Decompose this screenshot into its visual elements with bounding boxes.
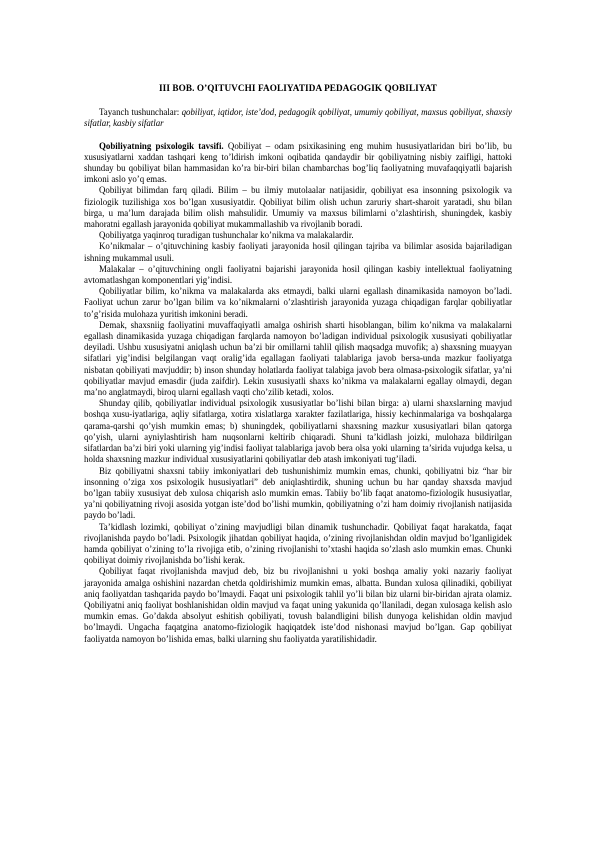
- paragraph: Shunday qilib, qobiliyatlar individual psixologik xususiyatlar bo’lishi bilan birga: a) ularni shaxslarning mavjud boshqa xusu-iyatlariga, aqliy sifatlarga, xotira xislatlarga xarakter fazilatlariga, hissiy kechinmalariga va boshqalarga qarama-qarshi qo’yish mumkin emas; b) shuningdek, qobiliyatlarni shaxsning mazkur xususiyatlari bilan qatorga qo’yish, ularni ayniylashtirish ham nuqsonlarni keltirib chiqaradi. Shuni ta’kidlash joizki, mulohaza bildirilgan sifatlardan ba’zi biri yoki ularning yig’indisi faoliyat talablariga javob bera olsa yoki ularning ta’sirida vujudga kelsa, u holda shaxsning mazkur individual xususiyatlarini qobiliyatlar deb atash imkoniyati tug’iladi.: [84, 398, 512, 465]
- paragraph-lead: Qobiliyatning psixologik tavsifi.: [99, 140, 224, 151]
- paragraph: Qobiliyat faqat rivojlanishda mavjud deb, biz bu rivojlanishni u yoki boshqa amaliy yoki nazariy faoliyat jarayonida amalga oshishini nazardan chetda qoldirishimiz mumkin emas, albatta. Bundan xulosa qilinadiki, qobiliyat aniq faoliyatdan tashqarida paydo bo’lmaydi. Faqat uni psixologik tahlil yo’li bilan biz ularni bir-biridan ajrata olamiz. Qobiliyatni aniq faoliyat boshlanishidan oldin mavjud va faqat uning yakunida qo’llaniladi, degan xulosaga kelish aslo mumkin emas. Go’dakda absolyut eshitish qobiliyati, tovush balandligini bilish dunyoga kelishidan oldin mavjud bo’lmaydi. Ungacha faqatgina anatomo-fiziologik haqiqatdek iste’dod nishonasi mavjud bo’lgan. Gap qobiliyat faoliyatda namoyon bo’lishida emas, balki ularning shu faoliyatda yaratilishidadir.: [84, 566, 512, 644]
- paragraph: Biz qobiliyatni shaxsni tabiiy imkoniyatlari deb tushunishimiz mumkin emas, chunki, qobiliyatni biz “har bir insonning o’ziga xos psixologik hususiyatlari” deb aniqlashtirdik, shuning uchun bu har qanday shaxsda mavjud bo’lgan tabiiy xususiyat deb xulosa chiqarish aslo mumkin emas. Tabiiy bo’lib faqat anatomo-fiziologik hususiyatlar, ya’ni qobiliyatning rivoji asosida yotgan iste’dod bo’lishi mumkin, qobiliyatning o’zi ham doimiy rivojlanish natijasida paydo bo’ladi.: [84, 465, 512, 521]
- paragraph: Ta’kidlash lozimki, qobiliyat o’zining mavjudligi bilan dinamik tushunchadir. Qobiliyat faqat harakatda, faqat rivojlanishda paydo bo’ladi. Psixologik jihatdan qobiliyat haqida, o’zining rivojlanishdan oldin mavjud bo’lganligidek hamda qobiliyat o’zining to’la rivojiga etib, o’zining rivojlanishi to’xtashi haqida so’zlash aslo mumkin emas. Chunki qobiliyat doimiy rivojlanishda bo’lishi kerak.: [84, 521, 512, 566]
- paragraph: Qobiliyatga yaqinroq turadigan tushunchalar ko’nikma va malakalardir.: [99, 230, 354, 241]
- paragraph: Qobiliyatlar bilim, ko’nikma va malakalarda aks etmaydi, balki ularni egallash dinamikasida namoyon bo’ladi. Faoliyat uchun zarur bo’lgan bilim va ko’nikmalarni o’zlashtirish jarayonida yuzaga chiqadigan farqlar qobiliyatlar to’g’risida mulohaza yuritish imkonini beradi.: [84, 286, 512, 319]
- keywords-line: [84, 107, 512, 129]
- paragraph: Malakalar – o’qituvchining ongli faoliyatni bajarishi jarayonida hosil qilingan kasbiy intellektual faoliyatning avtomatlashgan komponentlari yig’indisi.: [84, 263, 512, 286]
- keywords-label: Tayanch tushunchalar:: [99, 107, 180, 118]
- paragraph: Demak, shaxsniig faoliyatini muvaffaqiyatli amalga oshirish sharti hisoblangan, bilim ko’nikma va malakalarni egallash dinamikasida yuzaga chiqadigan farqlarda namoyon bo’ladigan individual psixologik xususiyati qobiliyatlar deyiladi. Ushbu xususiyatni aniqlash uchun ba’zi bir omillarni tahlil qilish maqsadga muvofik; a) shaxsning muayyan sifatlari yig’indisi belgilangan vaqt oralig’ida egallagan faoliyati talablariga javob bersa-unda mazkur faoliyatga nisbatan qobiliyati mavjuddir; b) inson shunday holatlarda faoliyat talabiga javob bera olmasa-psixologik sifatlar, ya’ni qobiliyatlar mavjud emasdir (juda zaifdir). Lekin xususiyatli shaxs ko’nikma va malakalarni egallay olmaydi, degan ma’no anglatmaydi, biroq ularni egallash vaqti cho’zilib ketadi, xolos.: [84, 319, 512, 398]
- paragraph-text: Qobiliyat – odam psixikasining eng muhim hususiyatlaridan biri bo’lib, bu xususiyatlarni xaddan tashqari keng to’ldirish imkoni oqibatida qandaydir bir qobiliyatning nisbiy zaifligi, hattoki shunday bu qobiliyat bilan hammasidan ko’ra bir-biri bilan chambarchas bog’liq faoliyatning muvafaqqiyatli bajarish imkoni aslo yo’q emas.: [84, 140, 512, 185]
- keywords-list: qobiliyat, iqtidor, iste’dod, pedagogik qobiliyat, umumiy qobiliyat, maxsus qobiliyat, shaxsiy sifatlar, kasbiy sifatlar: [84, 107, 512, 129]
- document-page: [84, 83, 512, 645]
- chapter-title: III BOB. O’QITUVCHI FAOLIYATIDA PEDAGOGIK QOBILIYAT: [158, 83, 438, 93]
- paragraph: [84, 141, 512, 186]
- paragraph: Qobiliyat bilimdan farq qiladi. Bilim – bu ilmiy mutolaalar natijasidir, qobiliyat esa insonning psixologik va fiziologik tuzilishiga xos bo’lgan xususiyatdir. Qobiliyat bilim olish uchun zaruriy shart-sharoit yaratadi, shu bilan birga, u ma’lum darajada bilim olish mahsulidir. Umumiy va maxsus bilimlarni o’zlashtirish, shuningdek, kasbiy mahoratni egallash jarayonida qobiliyat mukammallashib va rivojlanib boradi.: [84, 185, 512, 230]
- paragraph: Ko’nikmalar – o’qituvchining kasbiy faoliyati jarayonida hosil qilingan tajriba va bilimlar asosida bajariladigan ishning mukammal usuli.: [84, 241, 512, 263]
